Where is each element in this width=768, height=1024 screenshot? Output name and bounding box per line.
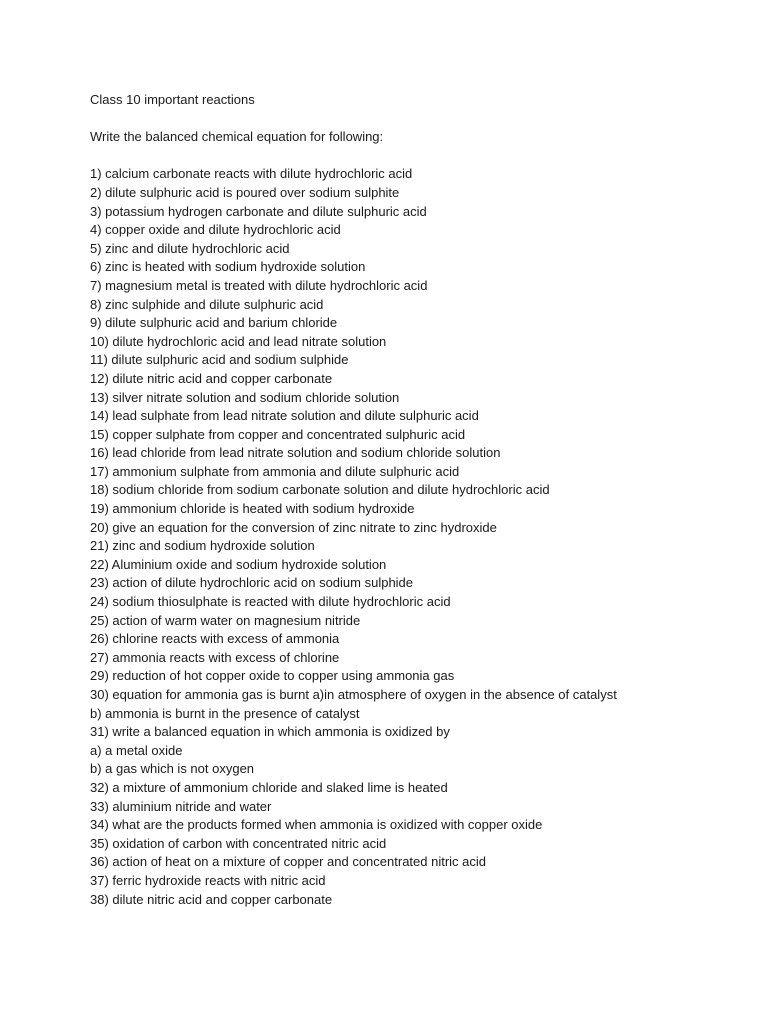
list-item: 12) dilute nitric acid and copper carbonate — [90, 370, 333, 386]
list-item: 5) zinc and dilute hydrochloric acid — [90, 240, 290, 256]
list-item: 23) action of dilute hydrochloric acid on sodium sulphide — [90, 575, 414, 591]
list-item: 17) ammonium sulphate from ammonia and dilute sulphuric acid — [90, 463, 460, 479]
list-item: 27) ammonia reacts with excess of chlorine — [90, 649, 340, 665]
list-item: 22) Aluminium oxide and sodium hydroxide solution — [90, 556, 387, 572]
document-body — [90, 91, 750, 909]
list-item: 36) action of heat on a mixture of copper and concentrated nitric acid — [90, 854, 487, 870]
list-item: 6) zinc is heated with sodium hydroxide solution — [90, 259, 366, 275]
list-item: 32) a mixture of ammonium chloride and slaked lime is heated — [90, 779, 448, 795]
list-item: 21) zinc and sodium hydroxide solution — [90, 538, 315, 554]
list-item: 2) dilute sulphuric acid is poured over sodium sulphite — [90, 184, 400, 200]
instruction-text: Write the balanced chemical equation for following: — [90, 129, 384, 145]
list-item: 3) potassium hydrogen carbonate and dilute sulphuric acid — [90, 203, 427, 219]
list-item: 16) lead chloride from lead nitrate solution and sodium chloride solution — [90, 445, 501, 461]
list-item: 14) lead sulphate from lead nitrate solution and dilute sulphuric acid — [90, 408, 479, 424]
list-item: 24) sodium thiosulphate is reacted with dilute hydrochloric acid — [90, 594, 451, 610]
list-item: 33) aluminium nitride and water — [90, 798, 272, 814]
list-item: 30) equation for ammonia gas is burnt a)in atmosphere of oxygen in the absence of catalyst — [90, 687, 617, 702]
list-item: 20) give an equation for the conversion of zinc nitrate to zinc hydroxide — [90, 519, 497, 535]
list-item: 9) dilute sulphuric acid and barium chloride — [90, 315, 338, 331]
list-item: 29) reduction of hot copper oxide to copper using ammonia gas — [90, 668, 455, 684]
list-item: 7) magnesium metal is treated with dilute hydrochloric acid — [90, 277, 428, 293]
list-item: 4) copper oxide and dilute hydrochloric acid — [90, 222, 341, 238]
list-item: 15) copper sulphate from copper and concentrated sulphuric acid — [90, 426, 466, 442]
spacer — [90, 110, 750, 129]
list-item: 19) ammonium chloride is heated with sodium hydroxide — [90, 501, 415, 517]
list-item: b) ammonia is burnt in the presence of catalyst — [90, 705, 360, 721]
list-item: 10) dilute hydrochloric acid and lead nitrate solution — [90, 333, 387, 349]
list-item: 38) dilute nitric acid and copper carbonate — [90, 891, 333, 907]
list-item: 1) calcium carbonate reacts with dilute hydrochloric acid — [90, 166, 413, 182]
list-item: 35) oxidation of carbon with concentrated nitric acid — [90, 835, 387, 851]
list-item: 25) action of warm water on magnesium nitride — [90, 612, 361, 628]
list-item: 26) chlorine reacts with excess of ammonia — [90, 631, 340, 647]
list-item: 11) dilute sulphuric acid and sodium sulphide — [90, 352, 349, 368]
list-item: b) a gas which is not oxygen — [90, 761, 255, 777]
list-item: 37) ferric hydroxide reacts with nitric acid — [90, 872, 326, 888]
list-item: a) a metal oxide — [90, 742, 183, 758]
list-item: 13) silver nitrate solution and sodium chloride solution — [90, 389, 400, 405]
list-item: 8) zinc sulphide and dilute sulphuric acid — [90, 296, 324, 312]
list-item: 18) sodium chloride from sodium carbonate solution and dilute hydrochloric acid — [90, 482, 550, 498]
list-item: 34) what are the products formed when ammonia is oxidized with copper oxide — [90, 817, 543, 833]
spacer — [90, 147, 750, 166]
list-item: 31) write a balanced equation in which ammonia is oxidized by — [90, 724, 450, 740]
document-title: Class 10 important reactions — [90, 92, 255, 107]
